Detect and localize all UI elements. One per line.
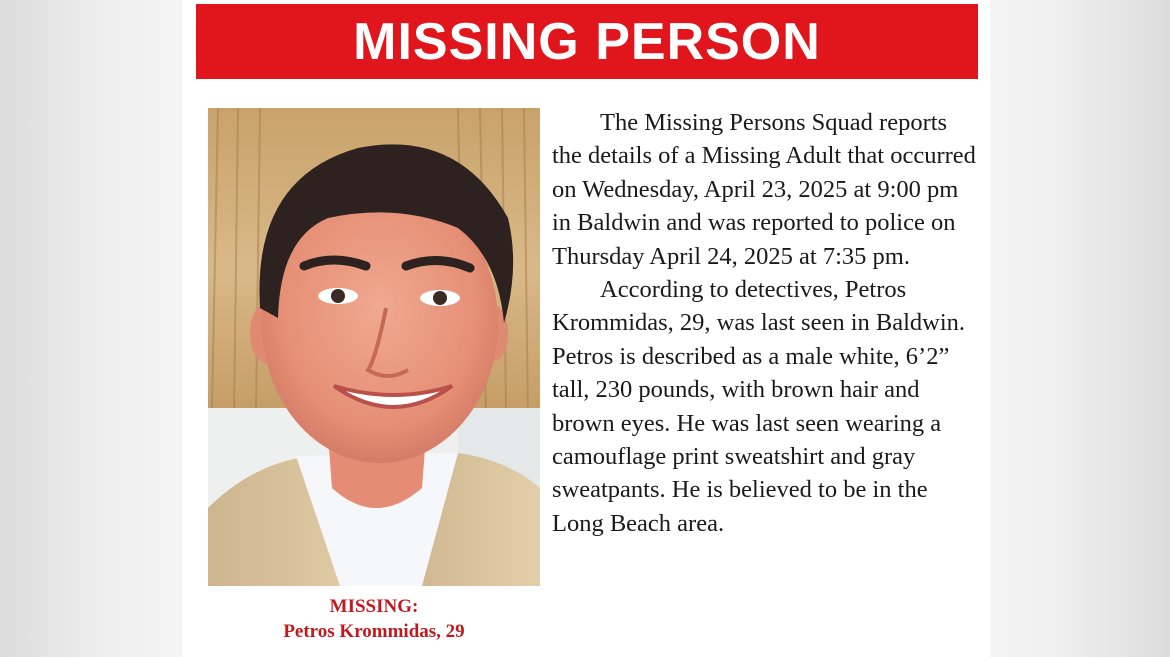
report-paragraph-incident: The Missing Persons Squad reports the details of a Missing Adult that occurred on Wednesday, April 23, 2025 at 9:00 pm in Baldwin and was reported to police on Thursday April 24, 2025 at 7:35 pm. (552, 109, 976, 270)
header-banner (196, 4, 978, 79)
background-left-panel (0, 0, 182, 657)
background-right-panel (990, 0, 1170, 657)
caption-person-name: Petros Krommidas, 29 (283, 621, 465, 642)
report-paragraph-description: According to detectives, Petros Krommidas, 29, was last seen in Baldwin. Petros is described as a male white, 6’2” tall, 230 pounds, with brown hair and brown eyes. He was last seen wearing a camouflage print sweatshirt and gray sweatpants. He is believed to be in the Long Beach area. (552, 276, 966, 537)
missing-person-flyer (182, 0, 990, 657)
report-text (552, 106, 982, 540)
person-photo (208, 108, 540, 586)
caption-missing-label: MISSING: (329, 596, 419, 617)
banner-title: MISSING PERSON (353, 12, 821, 71)
photo-caption (208, 594, 540, 644)
